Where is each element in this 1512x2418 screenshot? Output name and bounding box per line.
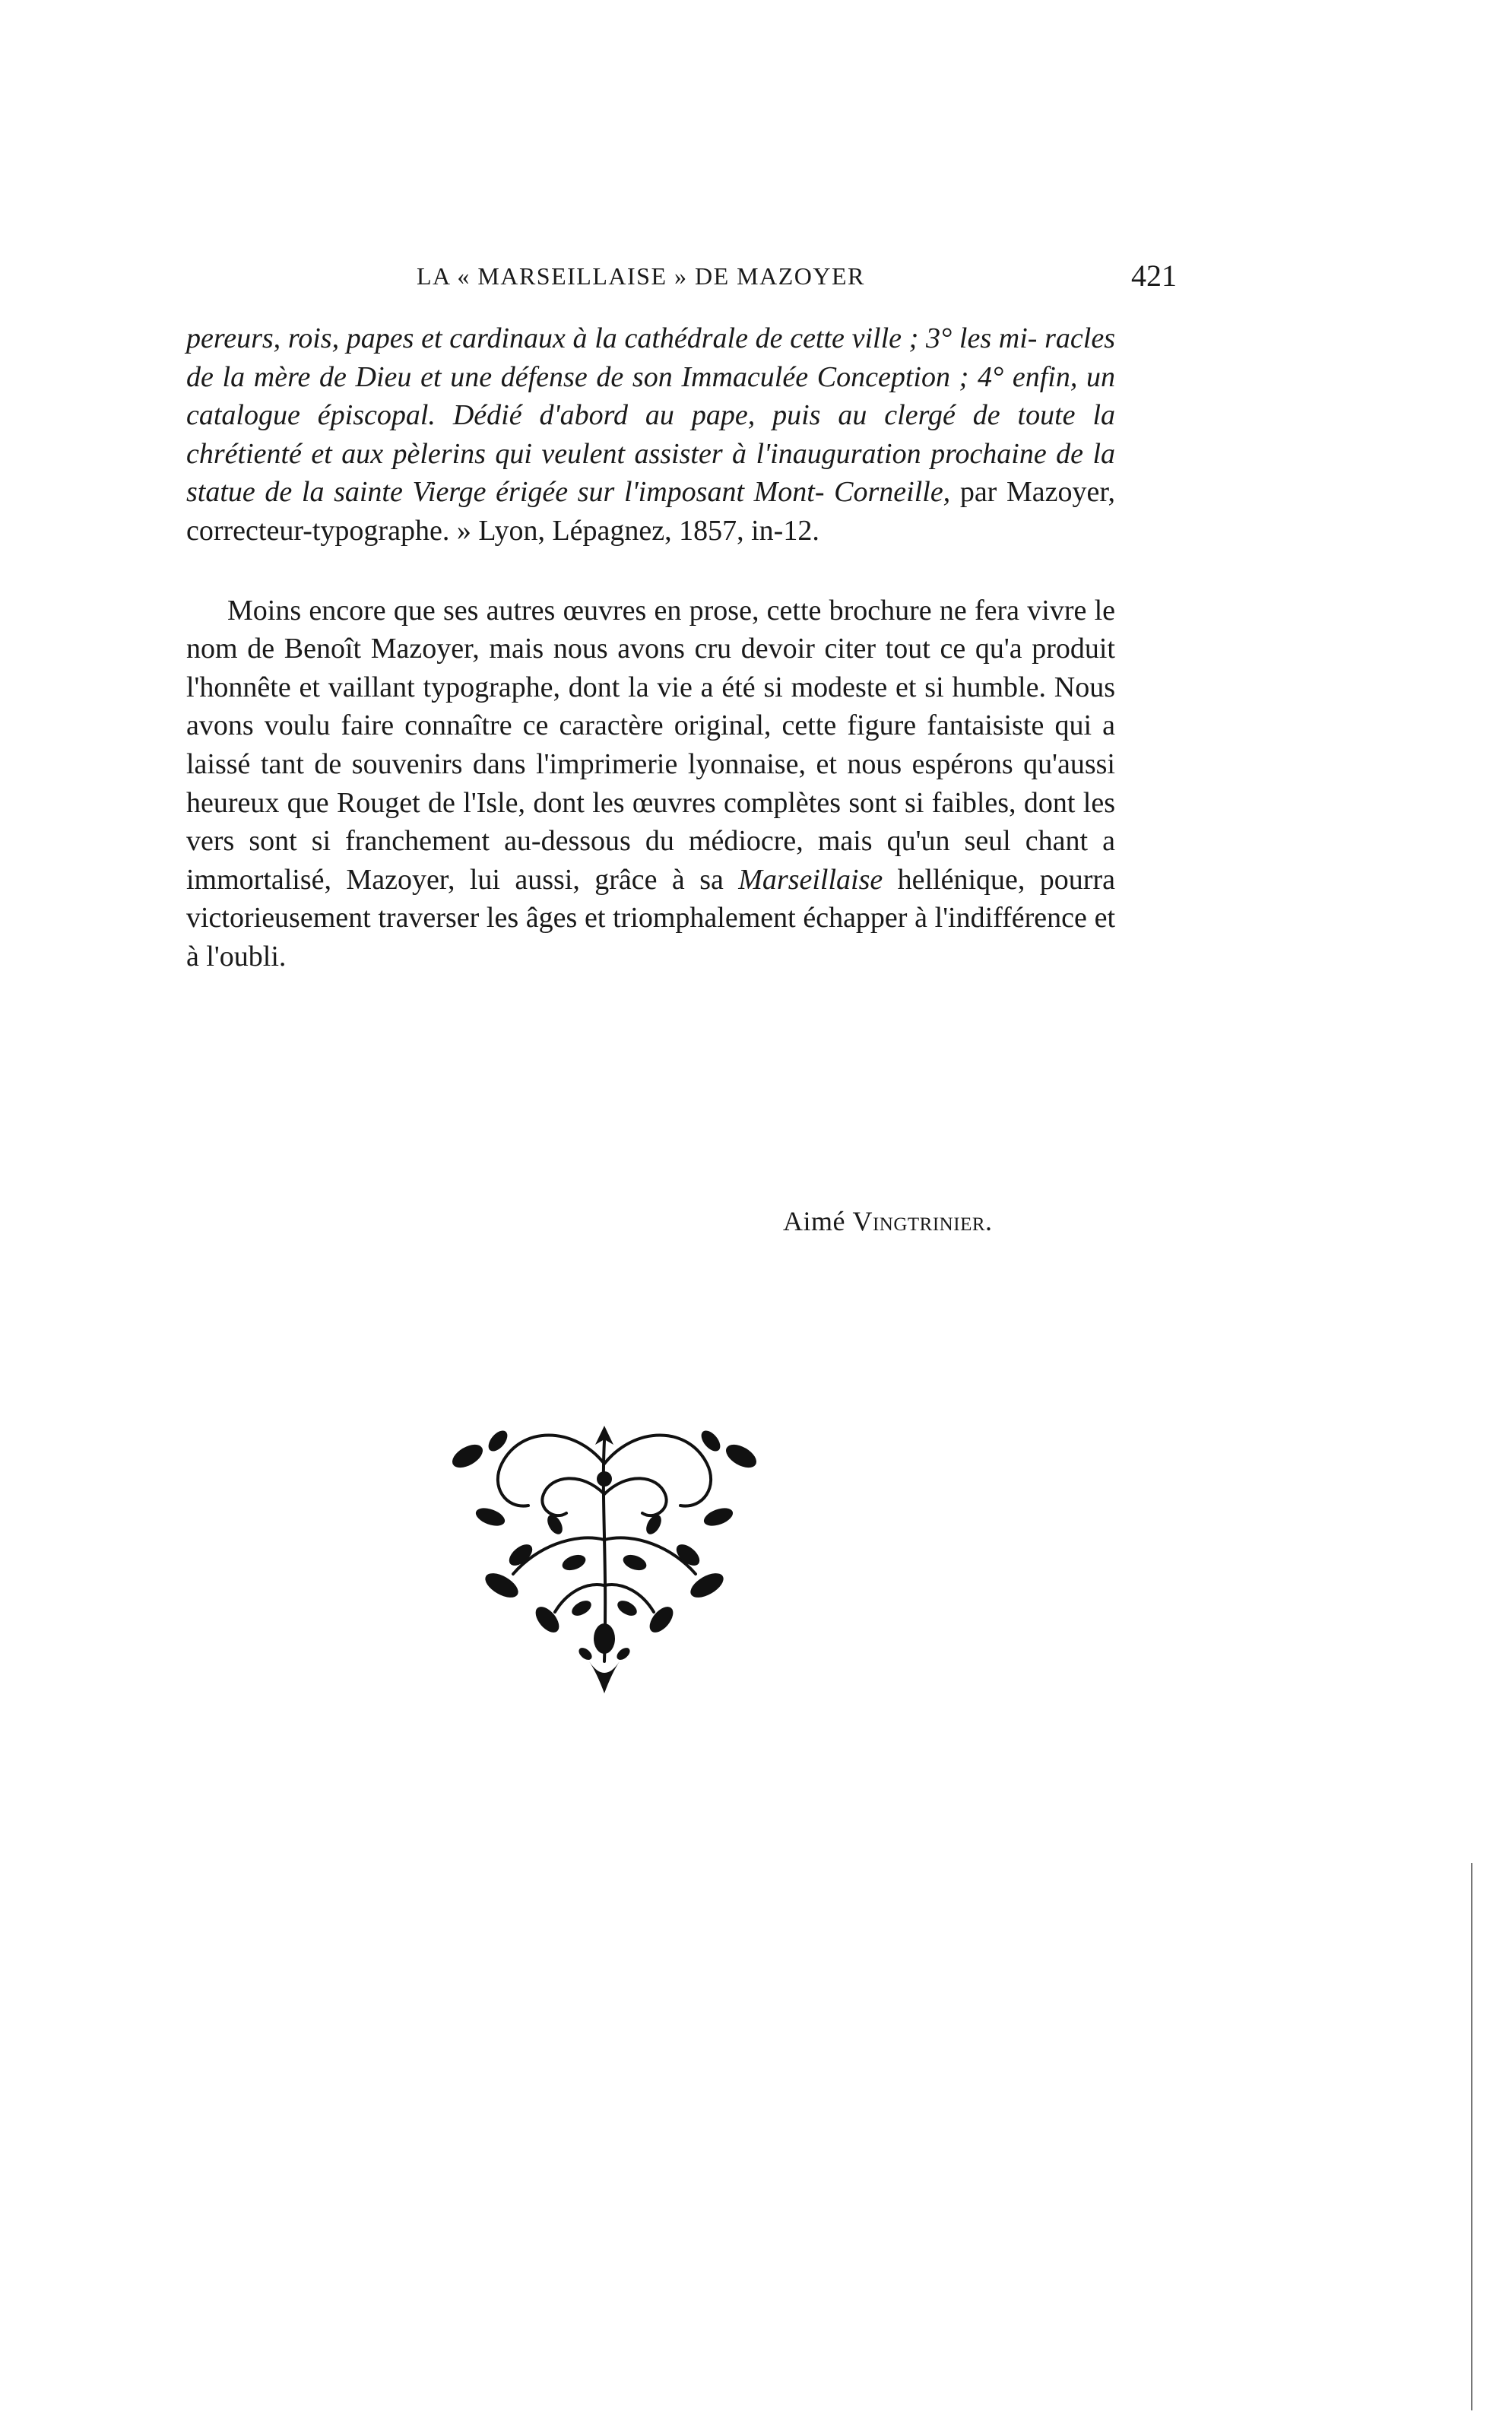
- paragraph-text: Moins encore que ses autres œuvres en prose, cette brochure ne fera vivre le nom de Benoît Mazoyer, mais nous avons cru devoir citer tout ce qu'a produit l'honnête et vaillant typographe, dont la vie a été si modeste et si humble. Nous avons voulu faire connaître ce caractère original, cette figure fantaisiste qui a laissé tant de souvenirs dans l'imprimerie lyonnaise, et nous espérons qu'aussi heureux que Rouget de l'Isle, dont les œuvres complètes sont si faibles, dont les vers sont si franchement au-dessous du médiocre, mais qu'un seul chant a immortalisé, Mazoyer, lui aussi, grâce à sa: [186, 594, 1115, 896]
- footnote-line: prochaine de la statue de la sainte Vierge érigée sur l'imposant Mont-: [186, 437, 1116, 509]
- text-block: [186, 319, 1115, 1005]
- margin-rule: [1471, 1863, 1472, 2410]
- footnote-line: de toute la chrétienté et aux pèlerins qui veulent assister à l'inauguration: [186, 399, 1116, 470]
- author-first-name: Aimé: [783, 1206, 853, 1236]
- footnote-line: 4° enfin, un catalogue épiscopal. Dédié d'abord au pape, puis au clergé: [186, 360, 1116, 432]
- footnote-continuation: [186, 319, 1115, 551]
- footnote-line-roman: par Mazoyer, correcteur-typographe. » Lyon, Lépagnez,: [186, 476, 1115, 547]
- floral-tailpiece-icon: [422, 1410, 787, 1699]
- paragraph-text: hellénique, pourra victorieusement traverser les âges et triomphalement échapper à l'indifférence et à l'oubli.: [186, 863, 1115, 973]
- footnote-line: pereurs, rois, papes et cardinaux à la cathédrale de cette ville ; 3° les mi-: [186, 322, 1038, 354]
- paragraph-italic-title: Marseillaise: [738, 863, 883, 896]
- footnote-line: 1857, in-12.: [679, 514, 819, 547]
- footnote-line-italic: Corneille,: [834, 476, 951, 509]
- author-signature: [783, 1205, 993, 1237]
- footnote-line: racles de la mère de Dieu et une défense de son Immaculée Conception ;: [186, 322, 1116, 393]
- page-number: 421: [1131, 259, 1177, 293]
- body-paragraph: [186, 592, 1115, 976]
- running-head: [417, 259, 1177, 300]
- running-title: LA « MARSEILLAISE » DE MAZOYER: [417, 262, 865, 290]
- author-last-name: Vingtrinier.: [852, 1206, 993, 1236]
